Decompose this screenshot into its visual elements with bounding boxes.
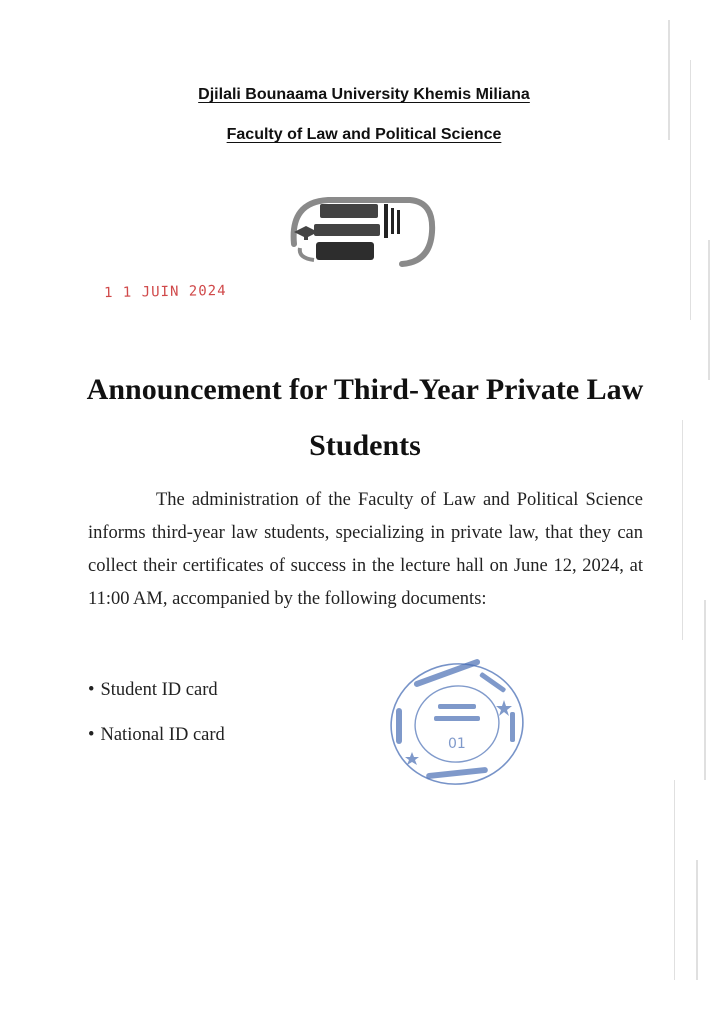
required-documents-list: [88, 668, 225, 758]
official-seal: [382, 656, 532, 792]
svg-text:01: 01: [448, 736, 466, 752]
date-stamp: 1 1 JUIN 2024: [103, 282, 227, 302]
university-name: Djilali Bounaama University Khemis Miliana: [198, 86, 530, 103]
announcement-title: Announcement for Third-Year Private Law Students: [86, 373, 644, 462]
faculty-name: Faculty of Law and Political Science: [226, 126, 502, 143]
scan-noise: [638, 0, 728, 1024]
list-item: • Student ID card: [88, 668, 225, 713]
announcement-body: The administration of the Faculty of Law and Political Science informs third-year law students, specializing in private law, that they can collect their certificates of success in the lecture hall on June 12, 2024, at 11:00 AM, accompanied by the following documents:: [88, 490, 643, 609]
university-logo: [284, 188, 440, 270]
list-item: • National ID card: [88, 713, 225, 758]
